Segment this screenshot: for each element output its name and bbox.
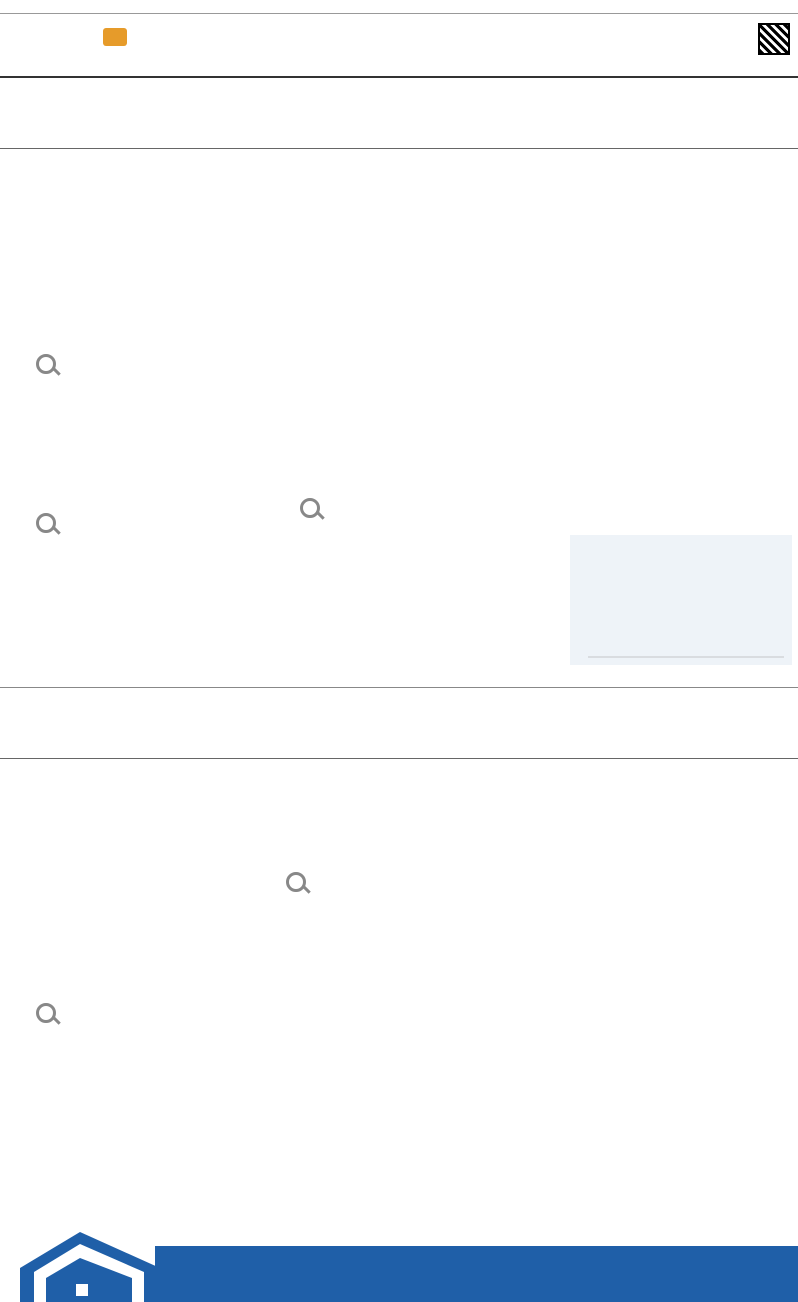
page-header-bar xyxy=(0,0,798,14)
article1-obs3-heading xyxy=(300,498,324,518)
article1-obs1-text xyxy=(40,392,276,504)
article1-obs2-text xyxy=(40,548,276,688)
sales-trend-chart xyxy=(570,535,792,665)
article1-col3-text xyxy=(570,437,792,527)
magnifier-icon xyxy=(36,354,56,374)
magnifier-icon xyxy=(300,498,320,518)
article2-col2b xyxy=(290,922,526,1214)
article2-col3a xyxy=(540,768,776,876)
section-badge-icon xyxy=(103,28,127,46)
article1-obs3-text xyxy=(318,533,554,663)
article2-obs2-heading xyxy=(286,872,310,892)
article-divider xyxy=(0,687,798,688)
magnifier-icon xyxy=(286,872,306,892)
article1-obs2-heading xyxy=(36,513,60,533)
headline-divider xyxy=(0,148,798,149)
magnifier-icon xyxy=(36,1003,56,1023)
article2-col1b xyxy=(40,1048,276,1216)
article1-obs1-heading xyxy=(36,354,60,374)
article2-obs1-heading xyxy=(36,1003,60,1023)
article1-intro xyxy=(40,184,276,342)
masthead xyxy=(0,16,798,76)
magnifier-icon xyxy=(36,513,56,533)
article1-col2-text xyxy=(318,437,554,487)
article2-col1a xyxy=(40,768,276,1002)
banner-band xyxy=(155,1246,798,1302)
chart-svg xyxy=(570,535,792,665)
bottom-banner xyxy=(0,1218,798,1302)
masthead-divider xyxy=(0,76,798,78)
article2-col2a xyxy=(290,768,526,868)
headline2-divider xyxy=(0,758,798,759)
qr-code-icon[interactable] xyxy=(758,23,790,55)
